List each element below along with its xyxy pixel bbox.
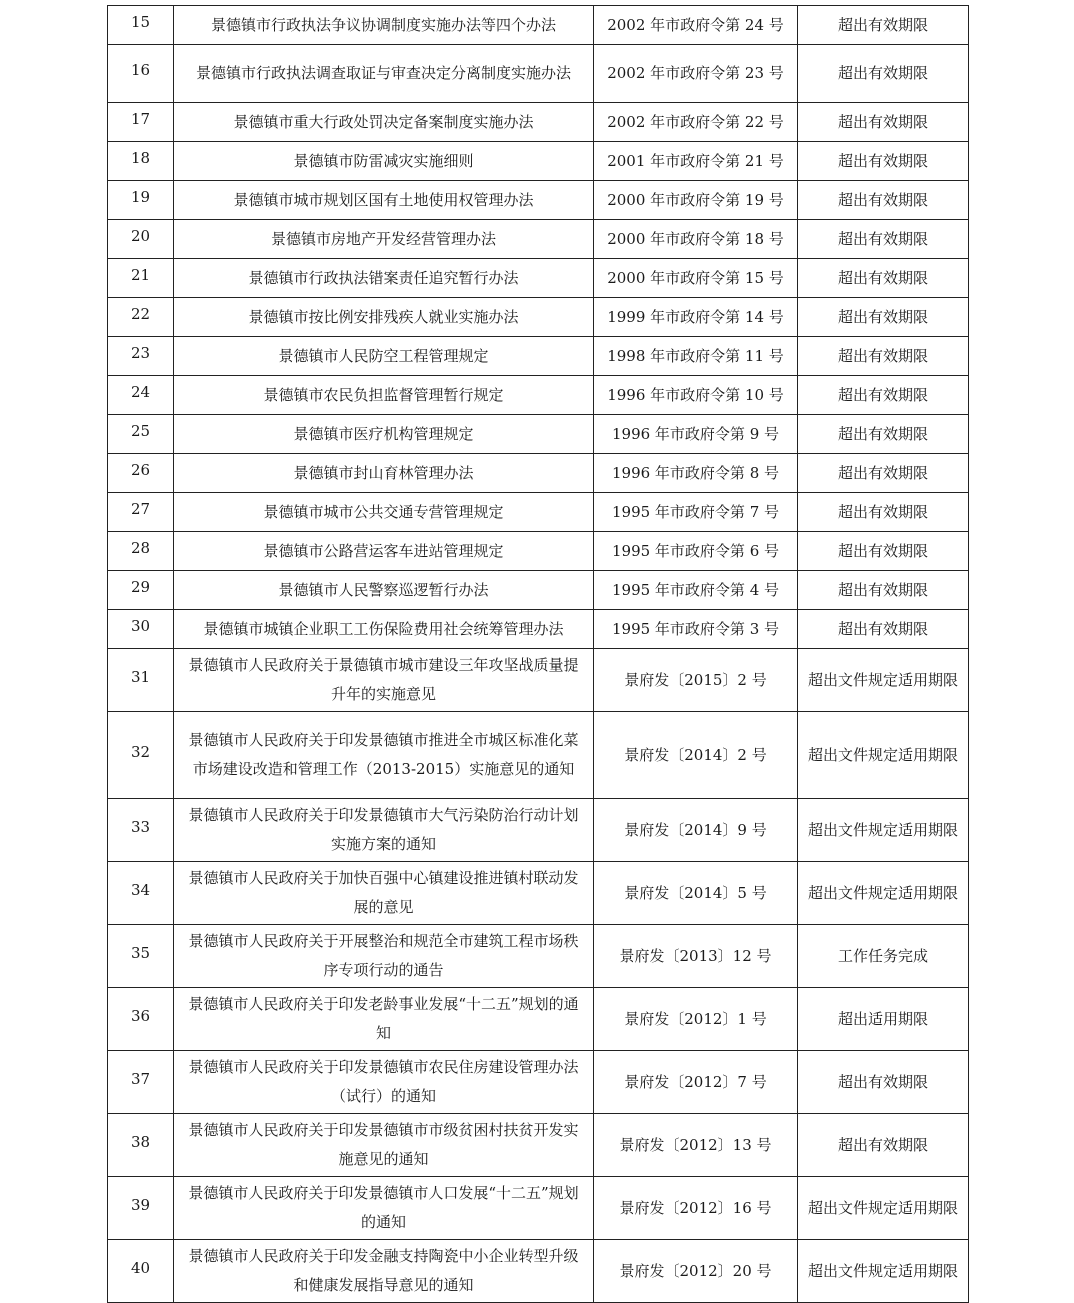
document-number: 景府发〔2012〕16 号 [594,1177,798,1240]
repeal-reason: 超出适用期限 [798,988,969,1051]
repeal-reason: 超出有效期限 [798,337,969,376]
row-number: 18 [108,142,174,181]
document-number: 景府发〔2014〕9 号 [594,799,798,862]
table-row [108,1240,969,1303]
row-number: 23 [108,337,174,376]
document-number: 2002 年市政府令第 22 号 [594,103,798,142]
table-row [108,1114,969,1177]
row-number: 36 [108,988,174,1051]
document-number: 1995 年市政府令第 3 号 [594,610,798,649]
document-title: 景德镇市人民政府关于加快百强中心镇建设推进镇村联动发展的意见 [174,862,594,925]
row-number: 30 [108,610,174,649]
row-number: 21 [108,259,174,298]
document-number: 景府发〔2015〕2 号 [594,649,798,712]
document-number: 景府发〔2014〕2 号 [594,712,798,799]
table-row [108,103,969,142]
row-number: 34 [108,862,174,925]
document-number: 2000 年市政府令第 18 号 [594,220,798,259]
document-title: 景德镇市人民政府关于印发景德镇市农民住房建设管理办法（试行）的通知 [174,1051,594,1114]
document-title: 景德镇市城市规划区国有土地使用权管理办法 [174,181,594,220]
row-number: 25 [108,415,174,454]
row-number: 28 [108,532,174,571]
document-title: 景德镇市人民防空工程管理规定 [174,337,594,376]
row-number: 26 [108,454,174,493]
document-number: 景府发〔2012〕1 号 [594,988,798,1051]
table-row [108,571,969,610]
repeal-reason: 超出有效期限 [798,454,969,493]
document-title: 景德镇市防雷减灾实施细则 [174,142,594,181]
document-title: 景德镇市城市公共交通专营管理规定 [174,493,594,532]
document-title: 景德镇市按比例安排残疾人就业实施办法 [174,298,594,337]
table-row [108,649,969,712]
document-number: 2001 年市政府令第 21 号 [594,142,798,181]
repeal-reason: 超出有效期限 [798,142,969,181]
document-title: 景德镇市人民政府关于印发老龄事业发展“十二五”规划的通知 [174,988,594,1051]
document-number: 景府发〔2012〕7 号 [594,1051,798,1114]
repeal-reason: 超出有效期限 [798,181,969,220]
repeal-reason: 超出文件规定适用期限 [798,799,969,862]
row-number: 27 [108,493,174,532]
table-row [108,862,969,925]
repeal-reason: 超出有效期限 [798,45,969,103]
document-title: 景德镇市人民政府关于印发景德镇市人口发展“十二五”规划的通知 [174,1177,594,1240]
row-number: 16 [108,45,174,103]
document-title: 景德镇市农民负担监督管理暂行规定 [174,376,594,415]
document-title: 景德镇市公路营运客车进站管理规定 [174,532,594,571]
document-number: 1998 年市政府令第 11 号 [594,337,798,376]
table-row [108,493,969,532]
table-row [108,1177,969,1240]
repeal-reason: 超出文件规定适用期限 [798,712,969,799]
document-number: 1995 年市政府令第 6 号 [594,532,798,571]
document-title: 景德镇市重大行政处罚决定备案制度实施办法 [174,103,594,142]
table-row [108,298,969,337]
row-number: 40 [108,1240,174,1303]
repeal-reason: 超出有效期限 [798,532,969,571]
row-number: 20 [108,220,174,259]
row-number: 38 [108,1114,174,1177]
document-title: 景德镇市人民政府关于景德镇市城市建设三年攻坚战质量提升年的实施意见 [174,649,594,712]
table-row [108,142,969,181]
document-title: 景德镇市人民政府关于印发景德镇市市级贫困村扶贫开发实施意见的通知 [174,1114,594,1177]
table-row [108,712,969,799]
document-number: 2002 年市政府令第 24 号 [594,6,798,45]
repeal-reason: 超出有效期限 [798,6,969,45]
document-number: 2000 年市政府令第 19 号 [594,181,798,220]
document-title: 景德镇市人民政府关于开展整治和规范全市建筑工程市场秩序专项行动的通告 [174,925,594,988]
document-number: 1999 年市政府令第 14 号 [594,298,798,337]
document-title: 景德镇市房地产开发经营管理办法 [174,220,594,259]
row-number: 35 [108,925,174,988]
table-row [108,6,969,45]
row-number: 39 [108,1177,174,1240]
document-title: 景德镇市行政执法错案责任追究暂行办法 [174,259,594,298]
table-row [108,45,969,103]
repeal-reason: 超出有效期限 [798,1051,969,1114]
document-number: 景府发〔2014〕5 号 [594,862,798,925]
document-number: 1996 年市政府令第 9 号 [594,415,798,454]
repeal-reason: 超出有效期限 [798,1114,969,1177]
repeal-reason: 超出有效期限 [798,220,969,259]
repeal-reason: 超出文件规定适用期限 [798,1240,969,1303]
repeal-reason: 超出有效期限 [798,259,969,298]
row-number: 29 [108,571,174,610]
table-row [108,988,969,1051]
repeal-reason: 超出有效期限 [798,415,969,454]
row-number: 31 [108,649,174,712]
table-row [108,1051,969,1114]
repeal-reason: 超出文件规定适用期限 [798,862,969,925]
row-number: 37 [108,1051,174,1114]
repeal-reason: 超出有效期限 [798,376,969,415]
document-number: 1996 年市政府令第 10 号 [594,376,798,415]
repeal-reason: 工作任务完成 [798,925,969,988]
document-number: 2002 年市政府令第 23 号 [594,45,798,103]
table-row [108,454,969,493]
document-title: 景德镇市人民政府关于印发景德镇市推进全市城区标准化菜市场建设改造和管理工作（2013-2015）实施意见的通知 [174,712,594,799]
row-number: 33 [108,799,174,862]
document-title: 景德镇市封山育林管理办法 [174,454,594,493]
table-row [108,799,969,862]
repealed-documents-table [107,5,969,1303]
row-number: 17 [108,103,174,142]
table-body [108,6,969,1303]
repeal-reason: 超出有效期限 [798,103,969,142]
document-number: 1996 年市政府令第 8 号 [594,454,798,493]
document-number: 景府发〔2012〕20 号 [594,1240,798,1303]
row-number: 32 [108,712,174,799]
document-number: 1995 年市政府令第 7 号 [594,493,798,532]
document-title: 景德镇市行政执法调查取证与审查决定分离制度实施办法 [174,45,594,103]
document-title: 景德镇市城镇企业职工工伤保险费用社会统筹管理办法 [174,610,594,649]
table-row [108,415,969,454]
row-number: 19 [108,181,174,220]
table-row [108,532,969,571]
document-number: 景府发〔2012〕13 号 [594,1114,798,1177]
document-title: 景德镇市人民警察巡逻暂行办法 [174,571,594,610]
row-number: 24 [108,376,174,415]
document-number: 2000 年市政府令第 15 号 [594,259,798,298]
document-title: 景德镇市人民政府关于印发金融支持陶瓷中小企业转型升级和健康发展指导意见的通知 [174,1240,594,1303]
repeal-reason: 超出有效期限 [798,493,969,532]
document-number: 景府发〔2013〕12 号 [594,925,798,988]
document-title: 景德镇市医疗机构管理规定 [174,415,594,454]
repeal-reason: 超出有效期限 [798,298,969,337]
table-row [108,181,969,220]
document-title: 景德镇市行政执法争议协调制度实施办法等四个办法 [174,6,594,45]
table-row [108,259,969,298]
document-title: 景德镇市人民政府关于印发景德镇市大气污染防治行动计划实施方案的通知 [174,799,594,862]
repeal-reason: 超出文件规定适用期限 [798,1177,969,1240]
repeal-reason: 超出有效期限 [798,610,969,649]
table-row [108,610,969,649]
table-row [108,376,969,415]
row-number: 22 [108,298,174,337]
document-number: 1995 年市政府令第 4 号 [594,571,798,610]
repeal-reason: 超出文件规定适用期限 [798,649,969,712]
table-row [108,220,969,259]
table-row [108,925,969,988]
repeal-reason: 超出有效期限 [798,571,969,610]
table-row [108,337,969,376]
row-number: 15 [108,6,174,45]
